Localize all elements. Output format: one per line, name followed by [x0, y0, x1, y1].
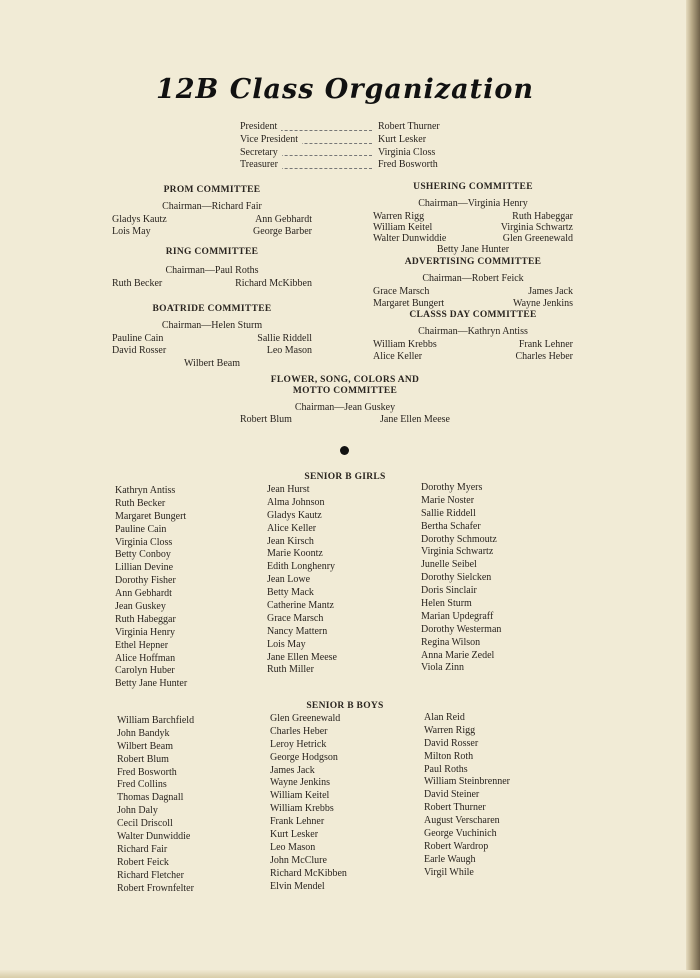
committee-heading: PROM COMMITTEE	[163, 185, 261, 195]
member: Betty Jane Hunter	[436, 243, 510, 255]
student-name: Ruth Miller	[267, 664, 314, 676]
student-name: Dorothy Schmoutz	[421, 533, 497, 545]
committee-heading: FLOWER, SONG, COLORS AND	[270, 375, 420, 385]
student-name: August Verscharen	[424, 815, 500, 827]
student-name: Lois May	[267, 638, 306, 650]
student-name: Alice Hoffman	[115, 652, 176, 664]
student-name: Dorothy Westerman	[421, 623, 502, 635]
page-title: 12B Class Organization	[155, 74, 535, 105]
student-name: Richard Fletcher	[117, 869, 184, 881]
student-name: Nancy Mattern	[267, 625, 328, 637]
officer-name: Virginia Closs	[378, 146, 436, 158]
student-name: Fred Collins	[117, 779, 167, 791]
committee-chair: Chairman—Virginia Henry	[418, 197, 528, 209]
officer-name: Kurt Lesker	[378, 133, 427, 145]
member: Gladys Kautz	[112, 213, 167, 225]
student-name: Regina Wilson	[421, 636, 481, 648]
class-day-committee	[373, 309, 573, 364]
member: Richard McKibben	[235, 277, 312, 289]
student-name: George Hodgson	[270, 751, 338, 763]
student-name: Richard McKibben	[270, 867, 347, 879]
student-name: Ruth Habeggar	[115, 613, 176, 625]
member: Ann Gebhardt	[255, 213, 312, 225]
member: Charles Heber	[515, 351, 573, 363]
student-name: Betty Conboy	[115, 549, 171, 561]
student-name: Leroy Hetrick	[270, 738, 327, 750]
student-name: Charles Heber	[270, 725, 328, 737]
student-name: Kathryn Antiss	[115, 485, 176, 496]
student-name: Walter Dunwiddie	[117, 831, 191, 843]
officer-row	[240, 134, 440, 147]
member: Margaret Bungert	[373, 298, 445, 310]
officers	[240, 121, 440, 172]
student-name: Marie Noster	[421, 494, 475, 506]
member: Glen Greenewald	[502, 232, 573, 244]
member: Lois May	[112, 226, 151, 238]
student-name: Viola Zinn	[421, 662, 465, 674]
student-name: Marian Updegraff	[421, 610, 494, 622]
ushering-committee	[373, 181, 573, 255]
student-name: Junelle Seibel	[421, 559, 477, 571]
girls-column	[267, 484, 337, 677]
student-name: Richard Fair	[117, 843, 168, 855]
member: Walter Dunwiddie	[373, 232, 447, 244]
student-name: Earle Waugh	[424, 853, 476, 865]
member: Pauline Cain	[112, 332, 164, 344]
student-name: Robert Thurner	[424, 802, 486, 814]
student-name: David Rosser	[424, 737, 479, 749]
boys-column	[270, 713, 347, 893]
student-name: William Steinbrenner	[424, 776, 510, 788]
student-name: Elvin Mendel	[270, 880, 325, 892]
member: Ruth Becker	[112, 277, 163, 289]
student-name: Pauline Cain	[115, 523, 167, 535]
student-name: Carolyn Huber	[115, 665, 175, 677]
flower-committee	[240, 374, 450, 427]
committee-heading: ADVERTISING COMMITTEE	[404, 257, 542, 267]
committee-chair: Chairman—Paul Roths	[165, 264, 259, 276]
officer-name: Robert Thurner	[378, 121, 440, 132]
student-name: Fred Bosworth	[117, 766, 177, 778]
page-binding-edge	[686, 0, 700, 978]
officer-role: Secretary	[240, 147, 282, 158]
student-name: Margaret Bungert	[115, 510, 187, 522]
student-name: Virginia Schwartz	[421, 546, 494, 558]
member: Wilbert Beam	[184, 358, 240, 370]
committee-heading: USHERING COMMITTEE	[413, 182, 533, 192]
student-name: Leo Mason	[270, 841, 316, 853]
bullet-divider	[340, 446, 349, 455]
student-name: Alma Johnson	[267, 496, 325, 508]
student-name: Sallie Riddell	[421, 507, 476, 519]
member: Wayne Jenkins	[512, 298, 573, 310]
advertising-committee	[373, 256, 573, 311]
student-name: David Steiner	[424, 789, 480, 801]
committee-heading: MOTTO COMMITTEE	[292, 385, 398, 396]
member: Ruth Habeggar	[512, 210, 573, 222]
member: Sallie Riddell	[257, 332, 312, 344]
member: Alice Keller	[373, 351, 423, 363]
officer-role: Vice President	[240, 134, 302, 145]
member: James Jack	[528, 285, 573, 297]
student-name: Dorothy Fisher	[115, 575, 176, 587]
student-name: Helen Sturm	[421, 598, 472, 610]
committee-chair: Chairman—Robert Feick	[422, 272, 524, 284]
student-name: Betty Mack	[267, 587, 314, 599]
ring-committee	[112, 246, 312, 290]
student-name: William Keitel	[270, 790, 330, 802]
officer-row	[240, 121, 440, 134]
student-name: Virginia Closs	[115, 536, 173, 548]
senior-b-girls-heading: SENIOR B GIRLS	[304, 472, 386, 482]
student-name: William Barchfield	[117, 715, 195, 726]
senior-b-boys-heading: SENIOR B BOYS	[306, 701, 384, 711]
student-name: Jean Guskey	[115, 601, 166, 613]
member: William Keitel	[373, 221, 433, 233]
student-name: Dorothy Sielcken	[421, 572, 492, 584]
member: Frank Lehner	[518, 338, 573, 350]
student-name: Jean Lowe	[267, 574, 311, 586]
student-name: Catherine Mantz	[267, 600, 334, 612]
student-name: Glen Greenewald	[270, 713, 341, 724]
prom-committee	[112, 184, 312, 239]
student-name: Thomas Dagnall	[117, 792, 184, 804]
committee-chair: Chairman—Helen Sturm	[161, 319, 263, 331]
committee-heading: CLASSS DAY COMMITTEE	[409, 310, 537, 320]
student-name: Wilbert Beam	[117, 740, 173, 752]
student-name: William Krebbs	[270, 803, 334, 815]
student-name: Cecil Driscoll	[117, 818, 173, 830]
page-bottom-edge	[0, 970, 700, 978]
officer-row	[240, 159, 440, 172]
student-name: Ann Gebhardt	[115, 588, 172, 600]
student-name: Robert Wardrop	[424, 840, 489, 852]
student-name: John Bandyk	[117, 727, 170, 739]
member: William Krebbs	[373, 338, 437, 350]
student-name: Gladys Kautz	[267, 509, 322, 521]
student-name: George Vuchinich	[424, 828, 497, 840]
student-name: Anna Marie Zedel	[421, 649, 495, 661]
girls-column	[421, 482, 501, 675]
committee-heading: BOATRIDE COMMITTEE	[152, 304, 272, 314]
committee-chair: Chairman—Richard Fair	[162, 200, 262, 212]
student-name: Alan Reid	[424, 712, 465, 723]
officer-role: President	[240, 121, 281, 132]
student-name: Marie Koontz	[267, 548, 323, 560]
boatride-committee	[112, 303, 312, 371]
member: David Rosser	[112, 345, 167, 357]
student-name: James Jack	[270, 764, 315, 776]
student-name: Robert Frownfelter	[117, 882, 194, 894]
student-name: Jane Ellen Meese	[267, 651, 337, 663]
committee-heading: RING COMMITTEE	[165, 247, 259, 257]
member: Leo Mason	[266, 345, 312, 357]
student-name: Frank Lehner	[270, 816, 325, 828]
member: Jane Ellen Meese	[380, 414, 450, 426]
committee-chair: Chairman—Kathryn Antiss	[418, 325, 528, 337]
girls-column	[115, 485, 187, 691]
committee-chair: Chairman—Jean Guskey	[294, 401, 396, 413]
student-name: Alice Keller	[267, 522, 317, 534]
student-name: Virginia Henry	[115, 626, 176, 638]
officer-row	[240, 147, 440, 160]
student-name: Jean Hurst	[267, 484, 310, 495]
officer-role: Treasurer	[240, 159, 282, 170]
student-name: Grace Marsch	[267, 612, 324, 624]
student-name: Milton Roth	[424, 750, 474, 762]
student-name: John McClure	[270, 854, 327, 866]
student-name: Virgil While	[424, 866, 474, 878]
student-name: Ethel Hepner	[115, 639, 169, 651]
member: Grace Marsch	[373, 285, 430, 297]
student-name: Bertha Schafer	[421, 520, 481, 532]
boys-column	[424, 712, 510, 880]
member: George Barber	[253, 226, 312, 238]
student-name: Lillian Devine	[115, 562, 174, 574]
student-name: Robert Blum	[117, 753, 169, 765]
officer-name: Fred Bosworth	[378, 159, 438, 171]
student-name: Kurt Lesker	[270, 829, 319, 841]
member: Robert Blum	[240, 414, 292, 426]
student-name: Paul Roths	[424, 763, 468, 775]
student-name: Dorothy Myers	[421, 482, 483, 493]
student-name: Warren Rigg	[424, 724, 476, 736]
student-name: John Daly	[117, 805, 158, 817]
student-name: Betty Jane Hunter	[115, 678, 188, 690]
student-name: Robert Feick	[117, 856, 169, 868]
member: Virginia Schwartz	[500, 221, 573, 233]
student-name: Jean Kirsch	[267, 535, 314, 547]
member: Warren Rigg	[373, 210, 425, 222]
boys-column	[117, 715, 194, 895]
student-name: Ruth Becker	[115, 497, 166, 509]
student-name: Wayne Jenkins	[270, 777, 331, 789]
student-name: Edith Longhenry	[267, 561, 336, 573]
student-name: Doris Sinclair	[421, 585, 477, 597]
